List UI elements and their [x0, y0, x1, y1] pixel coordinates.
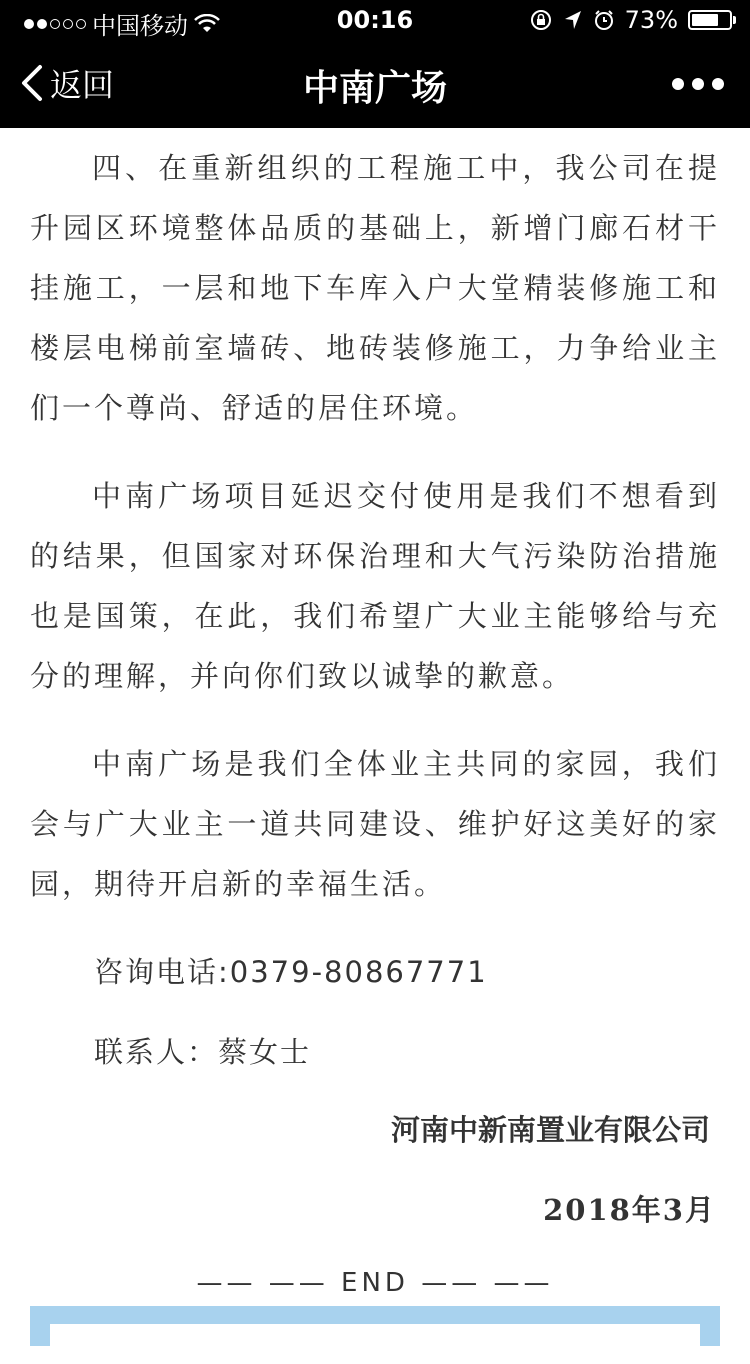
article-paragraph: 中南广场是我们全体业主共同的家园，我们会与广大业主一道共同建设、维护好这美好的家园，期待开启新的幸福生活。	[30, 747, 720, 901]
status-time: 00:16	[336, 6, 414, 34]
alarm-clock-icon	[593, 9, 615, 31]
more-dot-icon	[692, 78, 704, 90]
location-arrow-icon	[563, 9, 583, 31]
contact-person: 联系人：蔡女士	[94, 1035, 312, 1069]
status-bar	[0, 0, 750, 40]
page-title: 中南广场	[302, 68, 447, 109]
contact-phone: 咨询电话:0379-80867771	[94, 955, 488, 989]
back-label: 返回	[50, 66, 115, 104]
battery-icon	[688, 10, 732, 30]
status-right	[529, 6, 732, 34]
article-paragraph: 四、在重新组织的工程施工中，我公司在提升园区环境整体品质的基础上，新增门廊石材干挂施工，一层和地下车库入户大堂精装修施工和楼层电梯前室墙砖、地砖装修施工，力争给业主们一个尊尚、舒适的居住环境。	[30, 151, 720, 425]
more-options-button[interactable]	[672, 78, 724, 90]
more-dot-icon	[672, 78, 684, 90]
top-bar	[0, 0, 750, 128]
nav-bar	[0, 40, 750, 128]
rotation-lock-icon	[529, 8, 553, 32]
end-marker: —— —— END —— ——	[196, 1268, 554, 1298]
company-signature: 河南中新南置业有限公司	[390, 1113, 710, 1147]
bottom-banner-inner	[50, 1324, 700, 1364]
carrier-name: 中国移动	[92, 12, 188, 40]
signature-date: 2018年3月	[543, 1193, 716, 1227]
battery-percent: 73%	[624, 6, 678, 34]
battery-fill	[692, 14, 718, 26]
article-paragraph: 中南广场项目延迟交付使用是我们不想看到的结果，但国家对环保治理和大气污染防治措施也是国策，在此，我们希望广大业主能够给与充分的理解，并向你们致以诚挚的歉意。	[30, 479, 720, 693]
more-dot-icon	[712, 78, 724, 90]
bottom-banner	[30, 1306, 720, 1346]
article-content	[30, 138, 720, 1298]
